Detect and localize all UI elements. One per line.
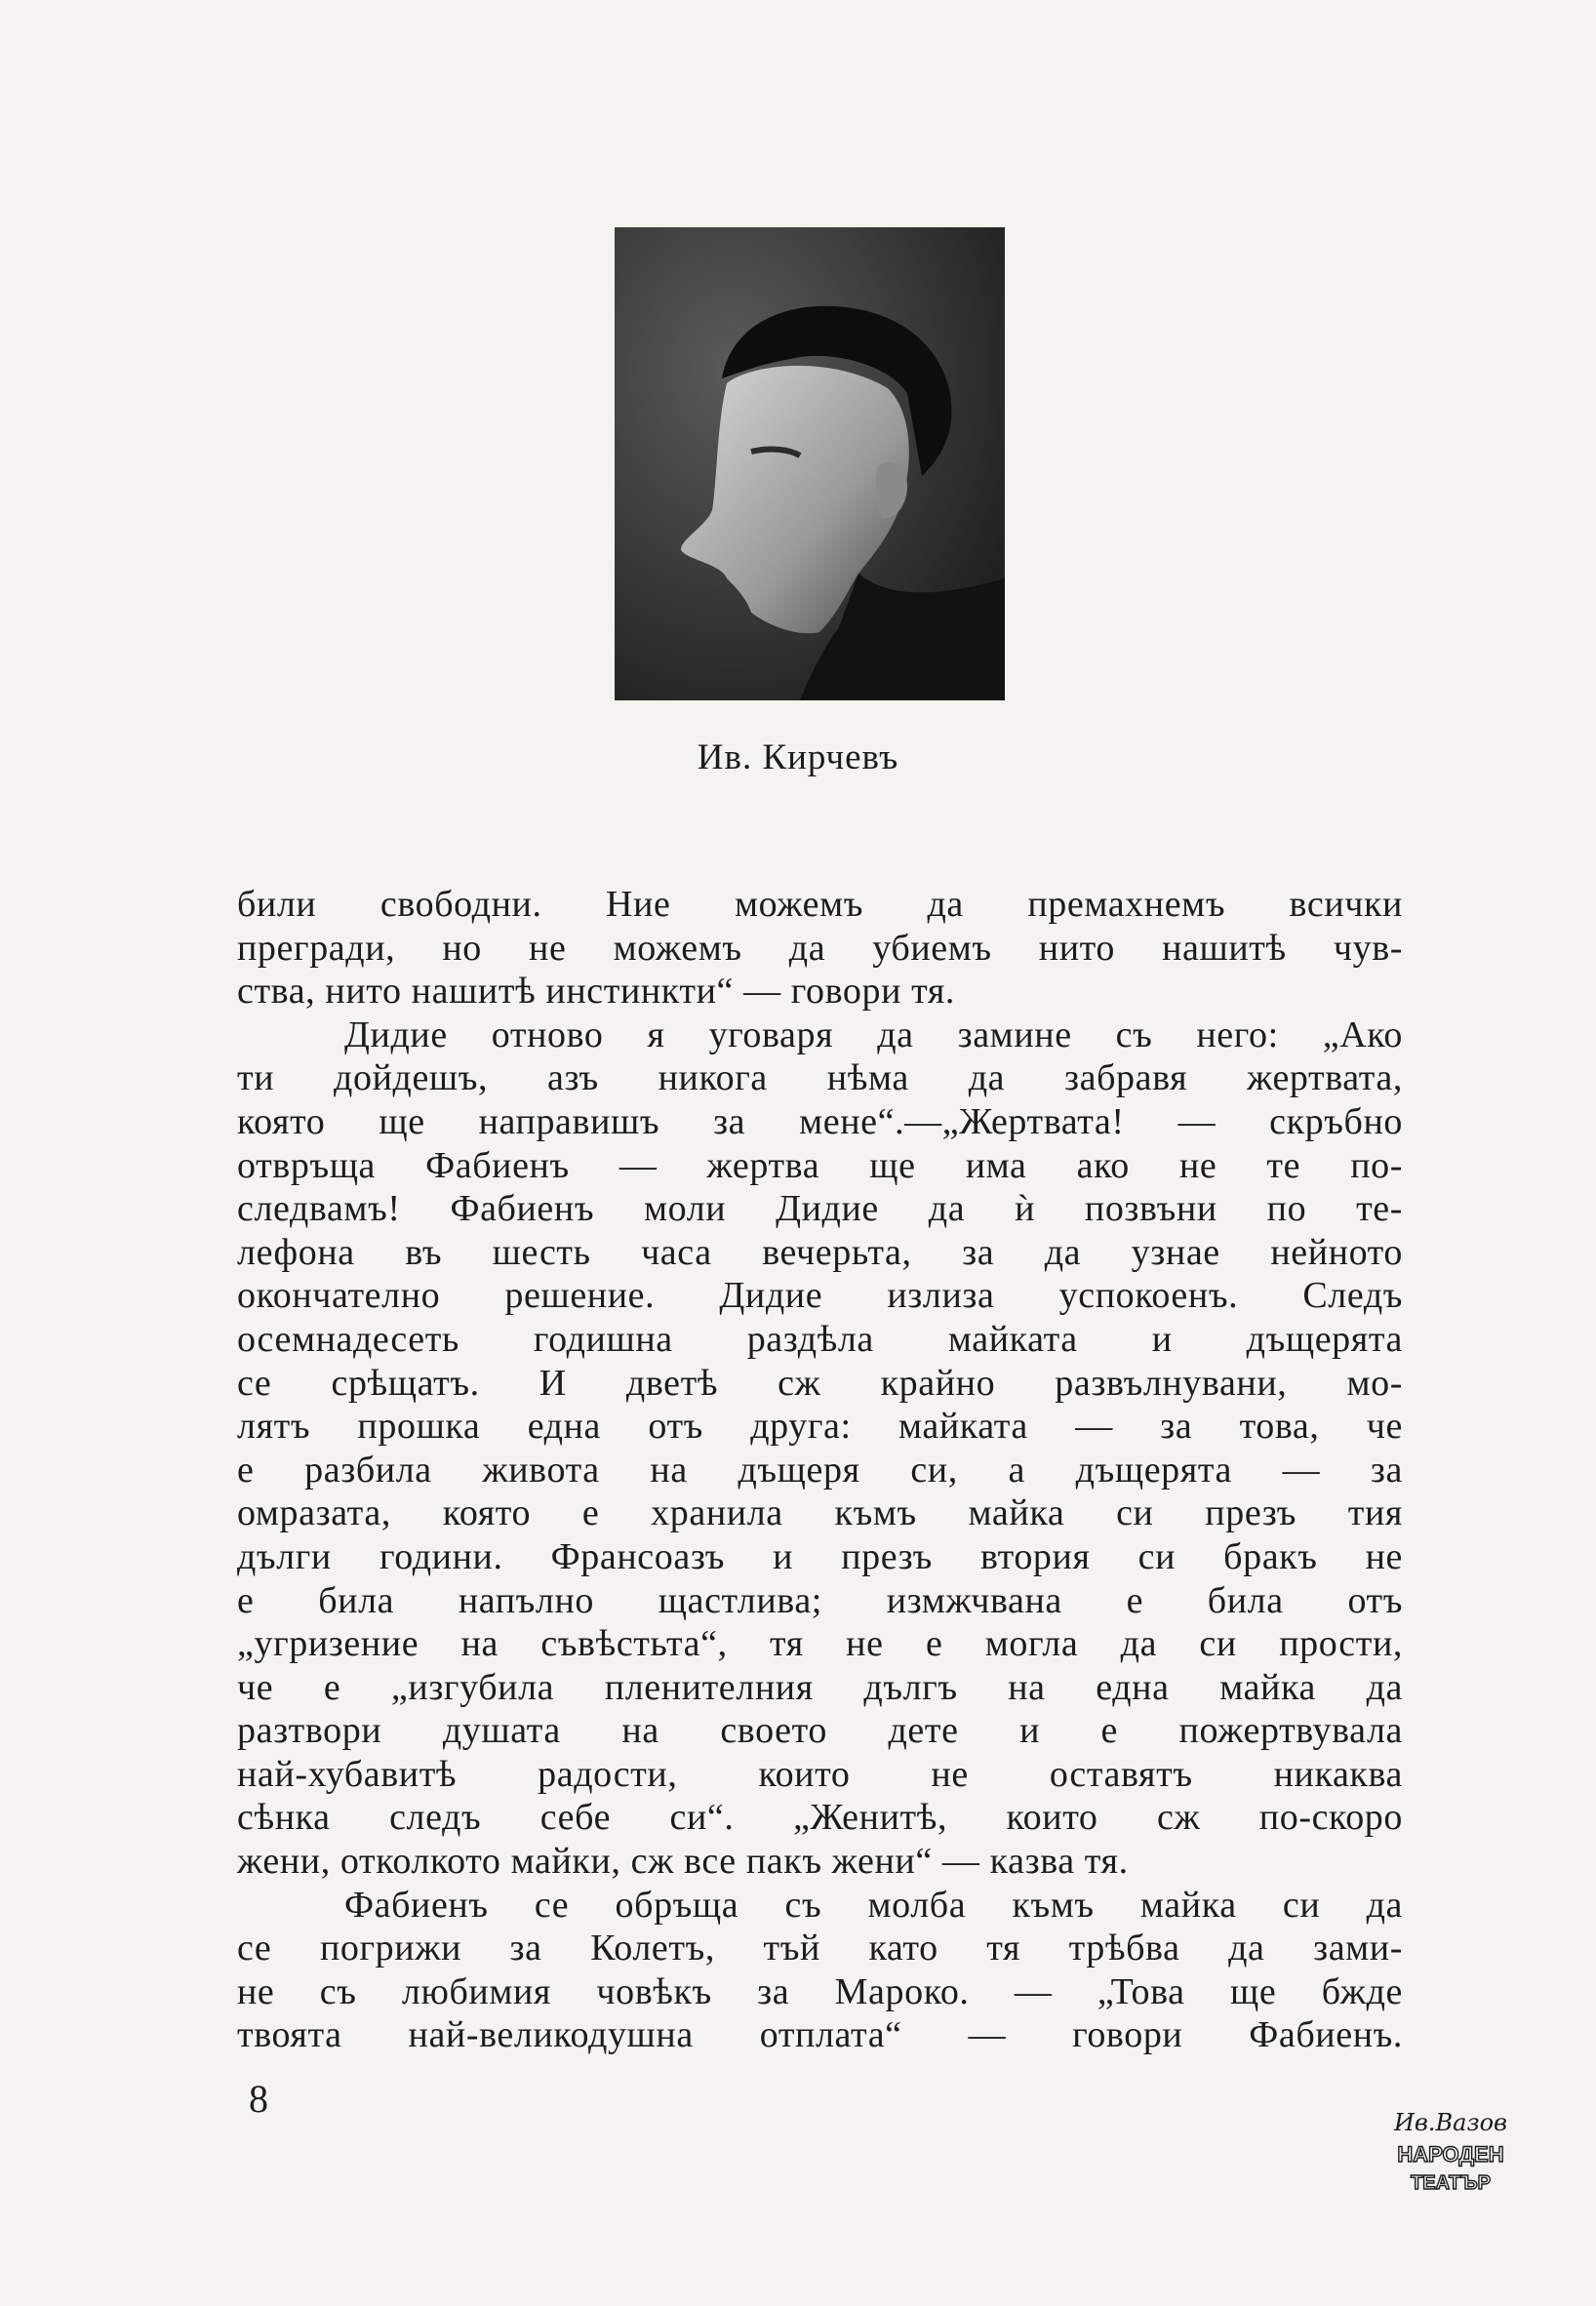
text-line: лефона въ шесть часа вечерьта, за да узнае нейното <box>237 1231 1403 1273</box>
text-line: е разбила живота на дъщеря си, а дъщерята — за <box>237 1449 1403 1491</box>
stamp-line1: Ив.Вазов <box>1394 2109 1507 2136</box>
text-line: Фабиенъ се обръща съ молба къмъ майка си да <box>344 1884 1403 1926</box>
text-line: че е „изгубила пленителния дългъ на една майка да <box>237 1666 1403 1708</box>
page-number: 8 <box>249 2077 268 2121</box>
stamp-line2: НАРОДЕН <box>1397 2142 1504 2167</box>
text-line: осемнадесеть годишна раздѣла майката и дъщерята <box>237 1318 1403 1360</box>
text-line: разтвори душата на своето дете и е пожертвувала <box>237 1710 1403 1752</box>
text-line: жени, отколкото майки, сж все пакъ жени“ — казва тя. <box>237 1841 1129 1883</box>
text-line: ства, нито нашитѣ инстинкти“ — говори тя. <box>237 971 956 1013</box>
stamp-logo <box>1377 2105 1524 2203</box>
text-line: е била напълно щастлива; измжчвана е била отъ <box>237 1579 1403 1621</box>
library-stamp <box>1377 2105 1524 2203</box>
text-line: омразата, която е хранила къмъ майка си презъ тия <box>237 1492 1403 1534</box>
portrait-photo <box>615 227 1005 700</box>
text-line: прегради, но не можемъ да убиемъ нито нашитѣ чув- <box>237 927 1403 969</box>
text-line: били свободни. Ние можемъ да премахнемъ всички <box>237 884 1403 925</box>
text-line: дълги години. Франсоазъ и презъ втория си бракъ не <box>237 1535 1403 1577</box>
text-line: отвръща Фабиенъ — жертва ще има ако не те по- <box>237 1144 1403 1186</box>
text-line: твоята най-великодушна отплата“ — говори Фабиенъ. <box>237 2014 1403 2056</box>
text-line: „угризение на съвѣстьта“, тя не е могла да си прости, <box>237 1623 1403 1665</box>
portrait-image <box>615 227 1005 700</box>
text-line: лятъ прошка една отъ друга: майката — за това, че <box>237 1406 1403 1448</box>
text-line: следвамъ! Фабиенъ моли Дидие да ѝ позвъни по те- <box>237 1188 1403 1230</box>
portrait-caption: Ив. Кирчевъ <box>697 737 899 777</box>
text-line: Дидие отново я уговаря да замине съ него: „Ако <box>344 1014 1403 1055</box>
text-line: не съ любимия човѣкъ за Мароко. — „Това ще бжде <box>237 1970 1403 2012</box>
text-line: ти дойдешъ, азъ никога нѣма да забравя жертвата, <box>237 1057 1403 1099</box>
text-line: най-хубавитѣ радости, които не оставятъ никаква <box>237 1753 1403 1795</box>
text-line: която ще направишъ за мене“.—„Жертвата! — скръбно <box>237 1100 1403 1142</box>
text-line: се срѣщатъ. И дветѣ сж крайно развълнувани, мо- <box>237 1362 1403 1404</box>
body-text <box>237 883 1403 2057</box>
text-line: се погрижи за Колетъ, тъй като тя трѣбва да зами- <box>237 1928 1403 1969</box>
text-line: окончателно решение. Дидие излиза успокоенъ. Следъ <box>237 1275 1403 1317</box>
text-line: сѣнка следъ себе си“. „Женитѣ, които сж по-скоро <box>237 1797 1403 1839</box>
stamp-line3: ТЕАТЪР <box>1411 2172 1491 2194</box>
